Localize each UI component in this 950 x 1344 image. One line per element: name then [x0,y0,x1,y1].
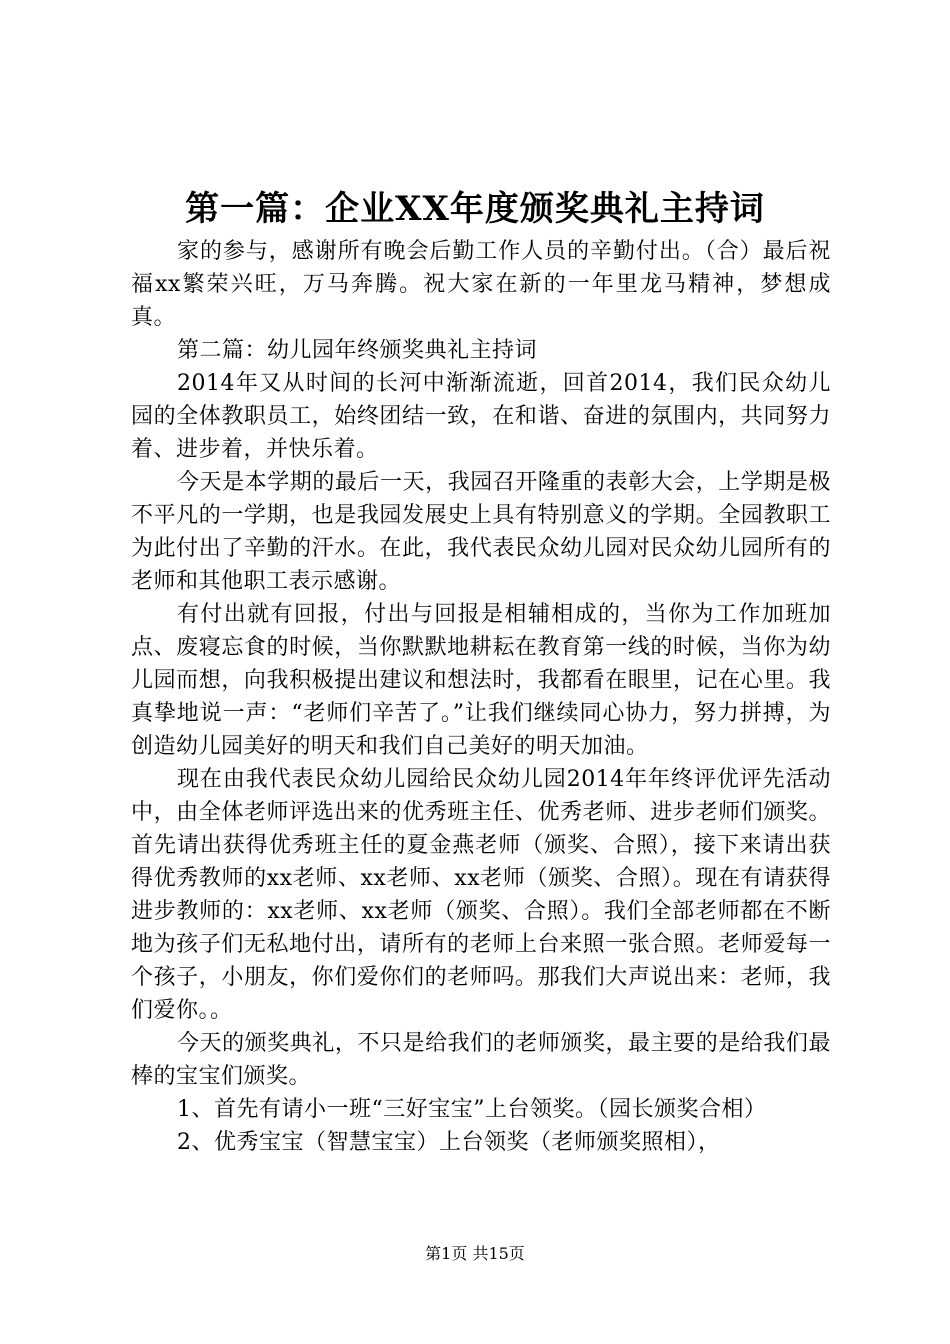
paragraph-section-heading: 第二篇：幼儿园年终颁奖典礼主持词 [177,338,538,363]
document-body [131,235,831,1159]
page-number-footer: 第1页 共15页 [425,1244,525,1263]
paragraph-awards: 现在由我代表民众幼儿园给民众幼儿园2014年年终评优评先活动中，由全体老师评选出来的优秀班主任、优秀老师、进步老师们颁奖。首先请出获得优秀班主任的夏金燕老师（颁奖、合照），接下来请出获得优秀教师的xx老师、xx老师、xx老师（颁奖、合照）。现在有请获得进步教师的：xx老师、xx老师（颁奖、合照）。我们全部老师都在不断地为孩子们无私地付出，请所有的老师上台来照一张合照。老师爱每一个孩子，小朋友，你们爱你们的老师吗。那我们大声说出来：老师，我们爱你。。 [131,767,831,1023]
document-title: 第一篇：企业XX年度颁奖典礼主持词 [185,189,765,229]
paragraph-children-awards: 今天的颁奖典礼，不只是给我们的老师颁奖，最主要的是给我们最棒的宝宝们颁奖。 [131,1031,831,1089]
paragraph-intro: 2014年又从时间的长河中渐渐流逝，回首2014，我们民众幼儿园的全体教职员工，始终团结一致，在和谐、奋进的氛围内，共同努力着、进步着，并快乐着。 [131,371,831,462]
list-item-award-2: 2、优秀宝宝（智慧宝宝）上台领奖（老师颁奖照相）， [177,1130,721,1155]
paragraph-thanks: 有付出就有回报，付出与回报是相辅相成的，当你为工作加班加点、废寝忘食的时候，当你默默地耕耘在教育第一线的时候，当你为幼儿园而想，向我积极提出建议和想法时，我都看在眼里，记在心里。我真挚地说一声：“老师们辛苦了。”让我们继续同心协力，努力拼搏，为创造幼儿园美好的明天和我们自己美好的明天加油。 [131,602,831,759]
list-item-award-1: 1、首先有请小一班“三好宝宝”上台领奖。（园长颁奖合相） [177,1097,767,1122]
paragraph-semester: 今天是本学期的最后一天，我园召开隆重的表彰大会，上学期是极不平凡的一学期，也是我园发展史上具有特别意义的学期。全园教职工为此付出了辛勤的汗水。在此，我代表民众幼儿园对民众幼儿园所有的老师和其他职工表示感谢。 [131,470,831,594]
paragraph-closing-remarks: 家的参与，感谢所有晚会后勤工作人员的辛勤付出。（合）最后祝福xx繁荣兴旺，万马奔腾。祝大家在新的一年里龙马精神，梦想成真。 [131,239,831,330]
